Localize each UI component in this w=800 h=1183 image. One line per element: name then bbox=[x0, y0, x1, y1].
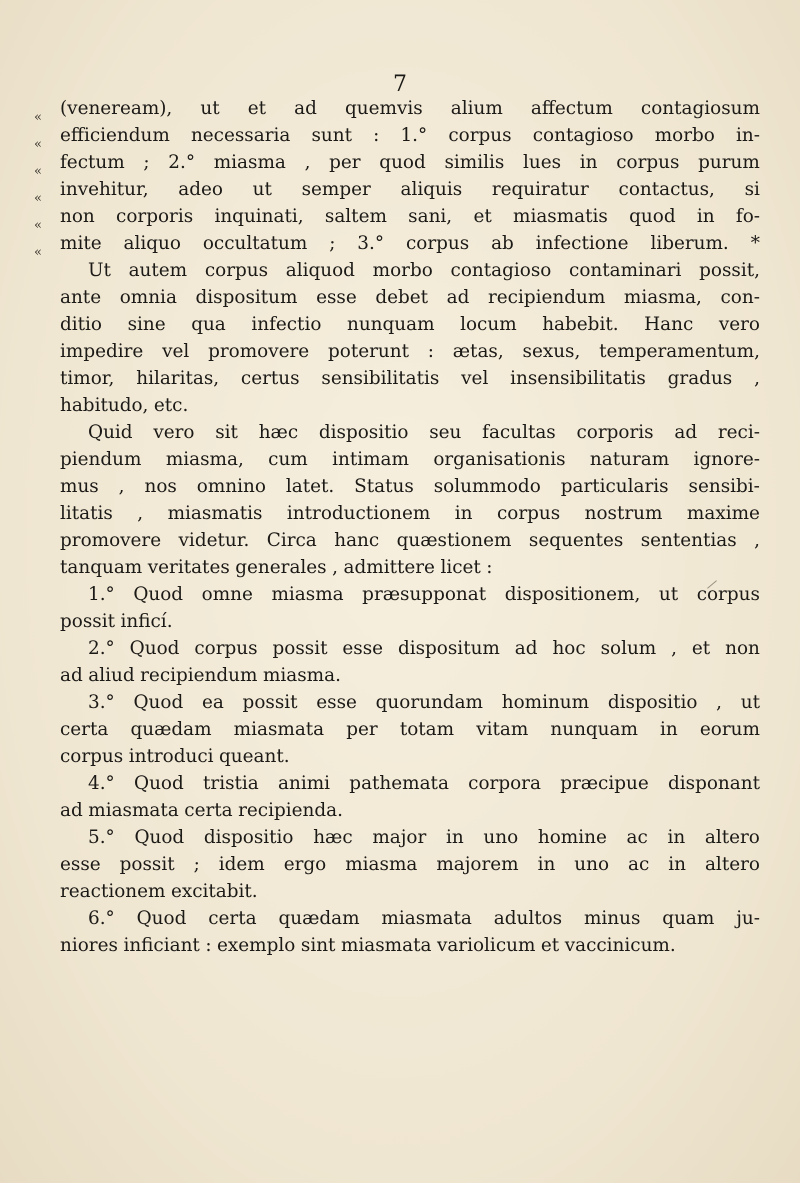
word: possit bbox=[242, 692, 298, 713]
word: con- bbox=[720, 287, 760, 308]
word: ab bbox=[491, 233, 514, 254]
word: 2.° bbox=[88, 638, 115, 659]
word: omnia bbox=[119, 287, 177, 308]
word: altero bbox=[704, 854, 760, 875]
word: corpus bbox=[496, 503, 561, 524]
word: naturam bbox=[589, 449, 670, 470]
word: nunquam bbox=[346, 314, 435, 335]
word: esse bbox=[316, 287, 357, 308]
word: sani, bbox=[408, 206, 453, 227]
word: admittere bbox=[343, 557, 435, 578]
word: cum bbox=[268, 449, 308, 470]
word: promovere bbox=[208, 341, 310, 362]
word: 2.° bbox=[168, 152, 196, 173]
word: inficí. bbox=[120, 611, 173, 632]
word: adultos bbox=[493, 908, 563, 929]
word: recipienda. bbox=[238, 800, 343, 821]
word: aliud bbox=[88, 665, 135, 686]
word: reci- bbox=[717, 422, 760, 443]
text-line bbox=[60, 851, 760, 878]
word: uno bbox=[483, 827, 519, 848]
word: et bbox=[473, 206, 492, 227]
word: totam bbox=[399, 719, 455, 740]
text-line bbox=[60, 149, 760, 176]
word: corpus bbox=[204, 260, 269, 281]
text-line bbox=[60, 608, 760, 635]
word: 4.° bbox=[88, 773, 115, 794]
word: 5.° bbox=[88, 827, 115, 848]
word: solum bbox=[600, 638, 657, 659]
word: ut bbox=[658, 584, 679, 605]
word: corporis bbox=[576, 422, 654, 443]
word: hoc bbox=[552, 638, 586, 659]
word: etc. bbox=[153, 395, 189, 416]
word: minus bbox=[583, 908, 641, 929]
text-line bbox=[60, 176, 760, 203]
text-line bbox=[60, 473, 760, 500]
word: similis bbox=[444, 152, 505, 173]
word: excitabit. bbox=[170, 881, 258, 902]
word: possit bbox=[119, 854, 175, 875]
word: ut bbox=[740, 692, 760, 713]
word: facultas bbox=[482, 422, 556, 443]
word: Quod bbox=[134, 773, 184, 794]
word: sint bbox=[300, 935, 336, 956]
word: , bbox=[671, 638, 678, 659]
word: contagiosum bbox=[640, 98, 760, 119]
text-line bbox=[60, 797, 760, 824]
text-line bbox=[60, 635, 760, 662]
word: ante bbox=[60, 287, 102, 308]
word: dispositio bbox=[203, 827, 294, 848]
word: affectum bbox=[530, 98, 613, 119]
word: corpus bbox=[616, 152, 680, 173]
word: quædam bbox=[278, 908, 360, 929]
word: quod bbox=[629, 206, 676, 227]
word: tristia bbox=[203, 773, 259, 794]
text-line bbox=[60, 122, 760, 149]
text-line bbox=[60, 338, 760, 365]
word: corpus bbox=[448, 125, 512, 146]
text-line bbox=[60, 554, 760, 581]
word: invehitur, bbox=[60, 179, 149, 200]
quotation-mark: « bbox=[34, 110, 42, 125]
word: alium bbox=[450, 98, 503, 119]
word: quæstionem bbox=[396, 530, 512, 551]
word: 1.° bbox=[88, 584, 115, 605]
text-line bbox=[60, 932, 760, 959]
word: idem bbox=[218, 854, 265, 875]
word: miasmata bbox=[340, 935, 432, 956]
word: contaminari bbox=[569, 260, 682, 281]
text-line bbox=[60, 311, 760, 338]
word: occultatum bbox=[202, 233, 308, 254]
word: habitudo, bbox=[60, 395, 149, 416]
word: dispositio bbox=[607, 692, 698, 713]
word: vero bbox=[718, 314, 760, 335]
word: in bbox=[445, 827, 464, 848]
word: miasma bbox=[271, 584, 344, 605]
word: miasma. bbox=[262, 665, 341, 686]
word: aliquod bbox=[285, 260, 355, 281]
quotation-mark: « bbox=[34, 245, 42, 260]
word: per bbox=[329, 152, 361, 173]
word: in bbox=[454, 503, 473, 524]
word: miasma, bbox=[165, 449, 244, 470]
word: (veneream), bbox=[60, 98, 173, 119]
word: : bbox=[427, 341, 434, 362]
word: 6.° bbox=[88, 908, 115, 929]
word: recipiendum bbox=[140, 665, 258, 686]
word: mite bbox=[60, 233, 102, 254]
word: non bbox=[725, 638, 760, 659]
text-line bbox=[60, 203, 760, 230]
word: : bbox=[205, 935, 212, 956]
word: : bbox=[373, 125, 380, 146]
body-text bbox=[34, 95, 760, 959]
word: hominum bbox=[501, 692, 590, 713]
word: ad bbox=[60, 665, 83, 686]
word: disponant bbox=[667, 773, 760, 794]
word: ; bbox=[193, 854, 200, 875]
word: 3.° bbox=[357, 233, 385, 254]
word: Quod bbox=[136, 908, 187, 929]
word: miasmatis bbox=[167, 503, 263, 524]
word: miasmata bbox=[233, 719, 325, 740]
word: mus bbox=[60, 476, 99, 497]
word: videtur. bbox=[178, 530, 250, 551]
text-line bbox=[60, 257, 760, 284]
word: lues bbox=[523, 152, 562, 173]
text-line bbox=[60, 527, 760, 554]
text-line bbox=[60, 392, 760, 419]
word: morbo bbox=[372, 260, 433, 281]
word: Ut bbox=[88, 260, 111, 281]
word: certus bbox=[240, 368, 300, 389]
word: introduci bbox=[128, 746, 214, 767]
word: exemplo bbox=[217, 935, 296, 956]
word: litatis bbox=[60, 503, 113, 524]
text-line bbox=[60, 446, 760, 473]
word: habebit. bbox=[542, 314, 619, 335]
word: præcipue bbox=[560, 773, 649, 794]
text-line bbox=[60, 230, 760, 257]
word: recipiendum bbox=[488, 287, 606, 308]
word: saltem bbox=[324, 206, 387, 227]
word: corpus bbox=[405, 233, 470, 254]
text-line bbox=[60, 284, 760, 311]
word: certa bbox=[184, 800, 233, 821]
word: ad bbox=[294, 98, 317, 119]
word: sunt bbox=[311, 125, 352, 146]
word: ad bbox=[60, 800, 83, 821]
word: Quid bbox=[88, 422, 133, 443]
word: queant. bbox=[219, 746, 290, 767]
word: qua bbox=[191, 314, 226, 335]
word: ac bbox=[626, 827, 648, 848]
word: certa bbox=[60, 719, 109, 740]
word: fectum bbox=[60, 152, 125, 173]
word: seu bbox=[429, 422, 462, 443]
word: vel bbox=[461, 368, 489, 389]
word: omnino bbox=[196, 476, 266, 497]
word: ad bbox=[514, 638, 538, 659]
word: possit bbox=[272, 638, 328, 659]
word: latet. bbox=[285, 476, 335, 497]
word: altero bbox=[704, 827, 760, 848]
word: infectione bbox=[535, 233, 629, 254]
word: sensibilitatis bbox=[321, 368, 440, 389]
word: sensibi- bbox=[688, 476, 760, 497]
word: corpora bbox=[468, 773, 541, 794]
word: in bbox=[667, 827, 686, 848]
word: generales bbox=[235, 557, 327, 578]
word: Quod bbox=[129, 638, 180, 659]
word: esse bbox=[60, 854, 101, 875]
word: hilaritas, bbox=[136, 368, 220, 389]
word: veritates bbox=[147, 557, 230, 578]
quotation-mark: « bbox=[34, 191, 42, 206]
word: , bbox=[304, 152, 311, 173]
word: sequentes bbox=[528, 530, 624, 551]
word: hæc bbox=[258, 422, 299, 443]
word: omne bbox=[201, 584, 253, 605]
word: sit bbox=[215, 422, 238, 443]
word: introductionem bbox=[286, 503, 431, 524]
word: niores bbox=[60, 935, 118, 956]
quotation-mark: « bbox=[34, 137, 42, 152]
word: miasmata bbox=[88, 800, 179, 821]
word: per bbox=[346, 719, 378, 740]
word: miasmata bbox=[381, 908, 472, 929]
word: vaccinicum. bbox=[564, 935, 676, 956]
word: sententias bbox=[640, 530, 737, 551]
word: Quod bbox=[133, 692, 184, 713]
word: Quod bbox=[134, 827, 185, 848]
word: hanc bbox=[334, 530, 380, 551]
word: contagioso bbox=[532, 125, 634, 146]
word: gradus bbox=[667, 368, 733, 389]
word: nostrum bbox=[584, 503, 663, 524]
word: ignore- bbox=[693, 449, 760, 470]
word: efficiendum bbox=[60, 125, 170, 146]
word: esse bbox=[342, 638, 384, 659]
word: piendum bbox=[60, 449, 142, 470]
word: quam bbox=[662, 908, 715, 929]
word: ; bbox=[143, 152, 150, 173]
word: quorundam bbox=[375, 692, 483, 713]
word: in- bbox=[735, 125, 760, 146]
word: ut bbox=[200, 98, 220, 119]
word: homine bbox=[537, 827, 607, 848]
word: uno bbox=[574, 854, 610, 875]
word: ditio bbox=[60, 314, 102, 335]
text-line bbox=[60, 824, 760, 851]
word: vitam bbox=[476, 719, 529, 740]
word: debet bbox=[375, 287, 429, 308]
word: reactionem bbox=[60, 881, 166, 902]
word: in bbox=[660, 719, 678, 740]
text-line bbox=[60, 689, 760, 716]
word: ; bbox=[329, 233, 336, 254]
word: autem bbox=[128, 260, 188, 281]
word: ut bbox=[252, 179, 272, 200]
word: miasma, bbox=[623, 287, 702, 308]
word: variolicum bbox=[436, 935, 536, 956]
word: vel bbox=[162, 341, 190, 362]
word: corpus bbox=[194, 638, 258, 659]
word: maxime bbox=[686, 503, 760, 524]
word: adeo bbox=[178, 179, 223, 200]
word: Hanc bbox=[644, 314, 694, 335]
word: Circa bbox=[266, 530, 317, 551]
word: : bbox=[486, 557, 493, 578]
word: sexus, bbox=[522, 341, 581, 362]
text-line bbox=[60, 770, 760, 797]
word: 1.° bbox=[400, 125, 428, 146]
text-line bbox=[60, 419, 760, 446]
word: aliquis bbox=[400, 179, 463, 200]
word: inficiant bbox=[123, 935, 200, 956]
word: miasma bbox=[345, 854, 418, 875]
word: ad bbox=[674, 422, 698, 443]
word: timor, bbox=[60, 368, 115, 389]
word: quemvis bbox=[345, 98, 423, 119]
word: morbo bbox=[654, 125, 715, 146]
word: et bbox=[247, 98, 267, 119]
word: licet bbox=[440, 557, 481, 578]
word: certa bbox=[208, 908, 257, 929]
word: , bbox=[137, 503, 144, 524]
word: 3.° bbox=[88, 692, 115, 713]
word: infectio bbox=[251, 314, 322, 335]
word: esse bbox=[316, 692, 357, 713]
word: in bbox=[696, 206, 715, 227]
word: Status bbox=[354, 476, 414, 497]
word: , bbox=[118, 476, 125, 497]
word: contagioso bbox=[450, 260, 552, 281]
text-line bbox=[60, 743, 760, 770]
word: nunquam bbox=[550, 719, 638, 740]
word: eorum bbox=[699, 719, 760, 740]
word: pathemata bbox=[349, 773, 449, 794]
word: , bbox=[754, 530, 760, 551]
word: requiratur bbox=[491, 179, 589, 200]
text-line bbox=[60, 905, 760, 932]
word: si bbox=[744, 179, 760, 200]
word: corpus bbox=[696, 584, 760, 605]
word: possit, bbox=[699, 260, 760, 281]
word: præsupponat bbox=[362, 584, 487, 605]
word: dispositum bbox=[195, 287, 298, 308]
word: et bbox=[691, 638, 711, 659]
word: vero bbox=[153, 422, 195, 443]
word: purum bbox=[698, 152, 760, 173]
word: nos bbox=[144, 476, 177, 497]
word: * bbox=[750, 233, 760, 254]
word: animi bbox=[278, 773, 331, 794]
word: ea bbox=[201, 692, 224, 713]
word: semper bbox=[301, 179, 371, 200]
text-line bbox=[60, 716, 760, 743]
quotation-mark: « bbox=[34, 218, 42, 233]
word: in bbox=[668, 854, 686, 875]
word: liberum. bbox=[650, 233, 729, 254]
word: corporis bbox=[116, 206, 194, 227]
text-line bbox=[60, 878, 760, 905]
word: in bbox=[537, 854, 556, 875]
word: et bbox=[540, 935, 560, 956]
word: major bbox=[372, 827, 427, 848]
word: contactus, bbox=[618, 179, 715, 200]
word: ac bbox=[628, 854, 650, 875]
text-line bbox=[60, 662, 760, 689]
word: miasma bbox=[213, 152, 286, 173]
word: tanquam bbox=[60, 557, 143, 578]
word: insensibilitatis bbox=[510, 368, 646, 389]
word: in bbox=[579, 152, 598, 173]
word: dispositio bbox=[318, 422, 409, 443]
word: fo- bbox=[735, 206, 760, 227]
word: non bbox=[60, 206, 95, 227]
quotation-mark: « bbox=[34, 164, 42, 179]
word: corpus bbox=[60, 746, 124, 767]
word: intimam bbox=[332, 449, 409, 470]
word: organisationis bbox=[433, 449, 566, 470]
word: dispositionem, bbox=[504, 584, 641, 605]
word: hæc bbox=[313, 827, 353, 848]
word: ad bbox=[446, 287, 470, 308]
word: particularis bbox=[560, 476, 669, 497]
text-line bbox=[60, 365, 760, 392]
word: impedire bbox=[60, 341, 144, 362]
text-line bbox=[60, 95, 760, 122]
word: aliquo bbox=[123, 233, 181, 254]
word: ju- bbox=[736, 908, 760, 929]
page-number: 7 bbox=[393, 72, 407, 97]
word: temperamentum, bbox=[599, 341, 760, 362]
word: , bbox=[332, 557, 338, 578]
word: dispositum bbox=[397, 638, 500, 659]
word: inquinati, bbox=[214, 206, 304, 227]
text-line bbox=[60, 500, 760, 527]
word: miasmatis bbox=[513, 206, 608, 227]
word: quædam bbox=[130, 719, 212, 740]
word: ergo bbox=[283, 854, 327, 875]
word: possit bbox=[60, 611, 115, 632]
text-line bbox=[60, 581, 760, 608]
word: necessaria bbox=[190, 125, 291, 146]
word: quod bbox=[379, 152, 426, 173]
word: locum bbox=[460, 314, 517, 335]
word: poterunt bbox=[327, 341, 409, 362]
word: promovere bbox=[60, 530, 162, 551]
word: majorem bbox=[436, 854, 519, 875]
word: solummodo bbox=[433, 476, 541, 497]
word: , bbox=[754, 368, 760, 389]
word: Quod bbox=[133, 584, 184, 605]
word: , bbox=[716, 692, 722, 713]
word: ætas, bbox=[452, 341, 504, 362]
word: sine bbox=[127, 314, 166, 335]
